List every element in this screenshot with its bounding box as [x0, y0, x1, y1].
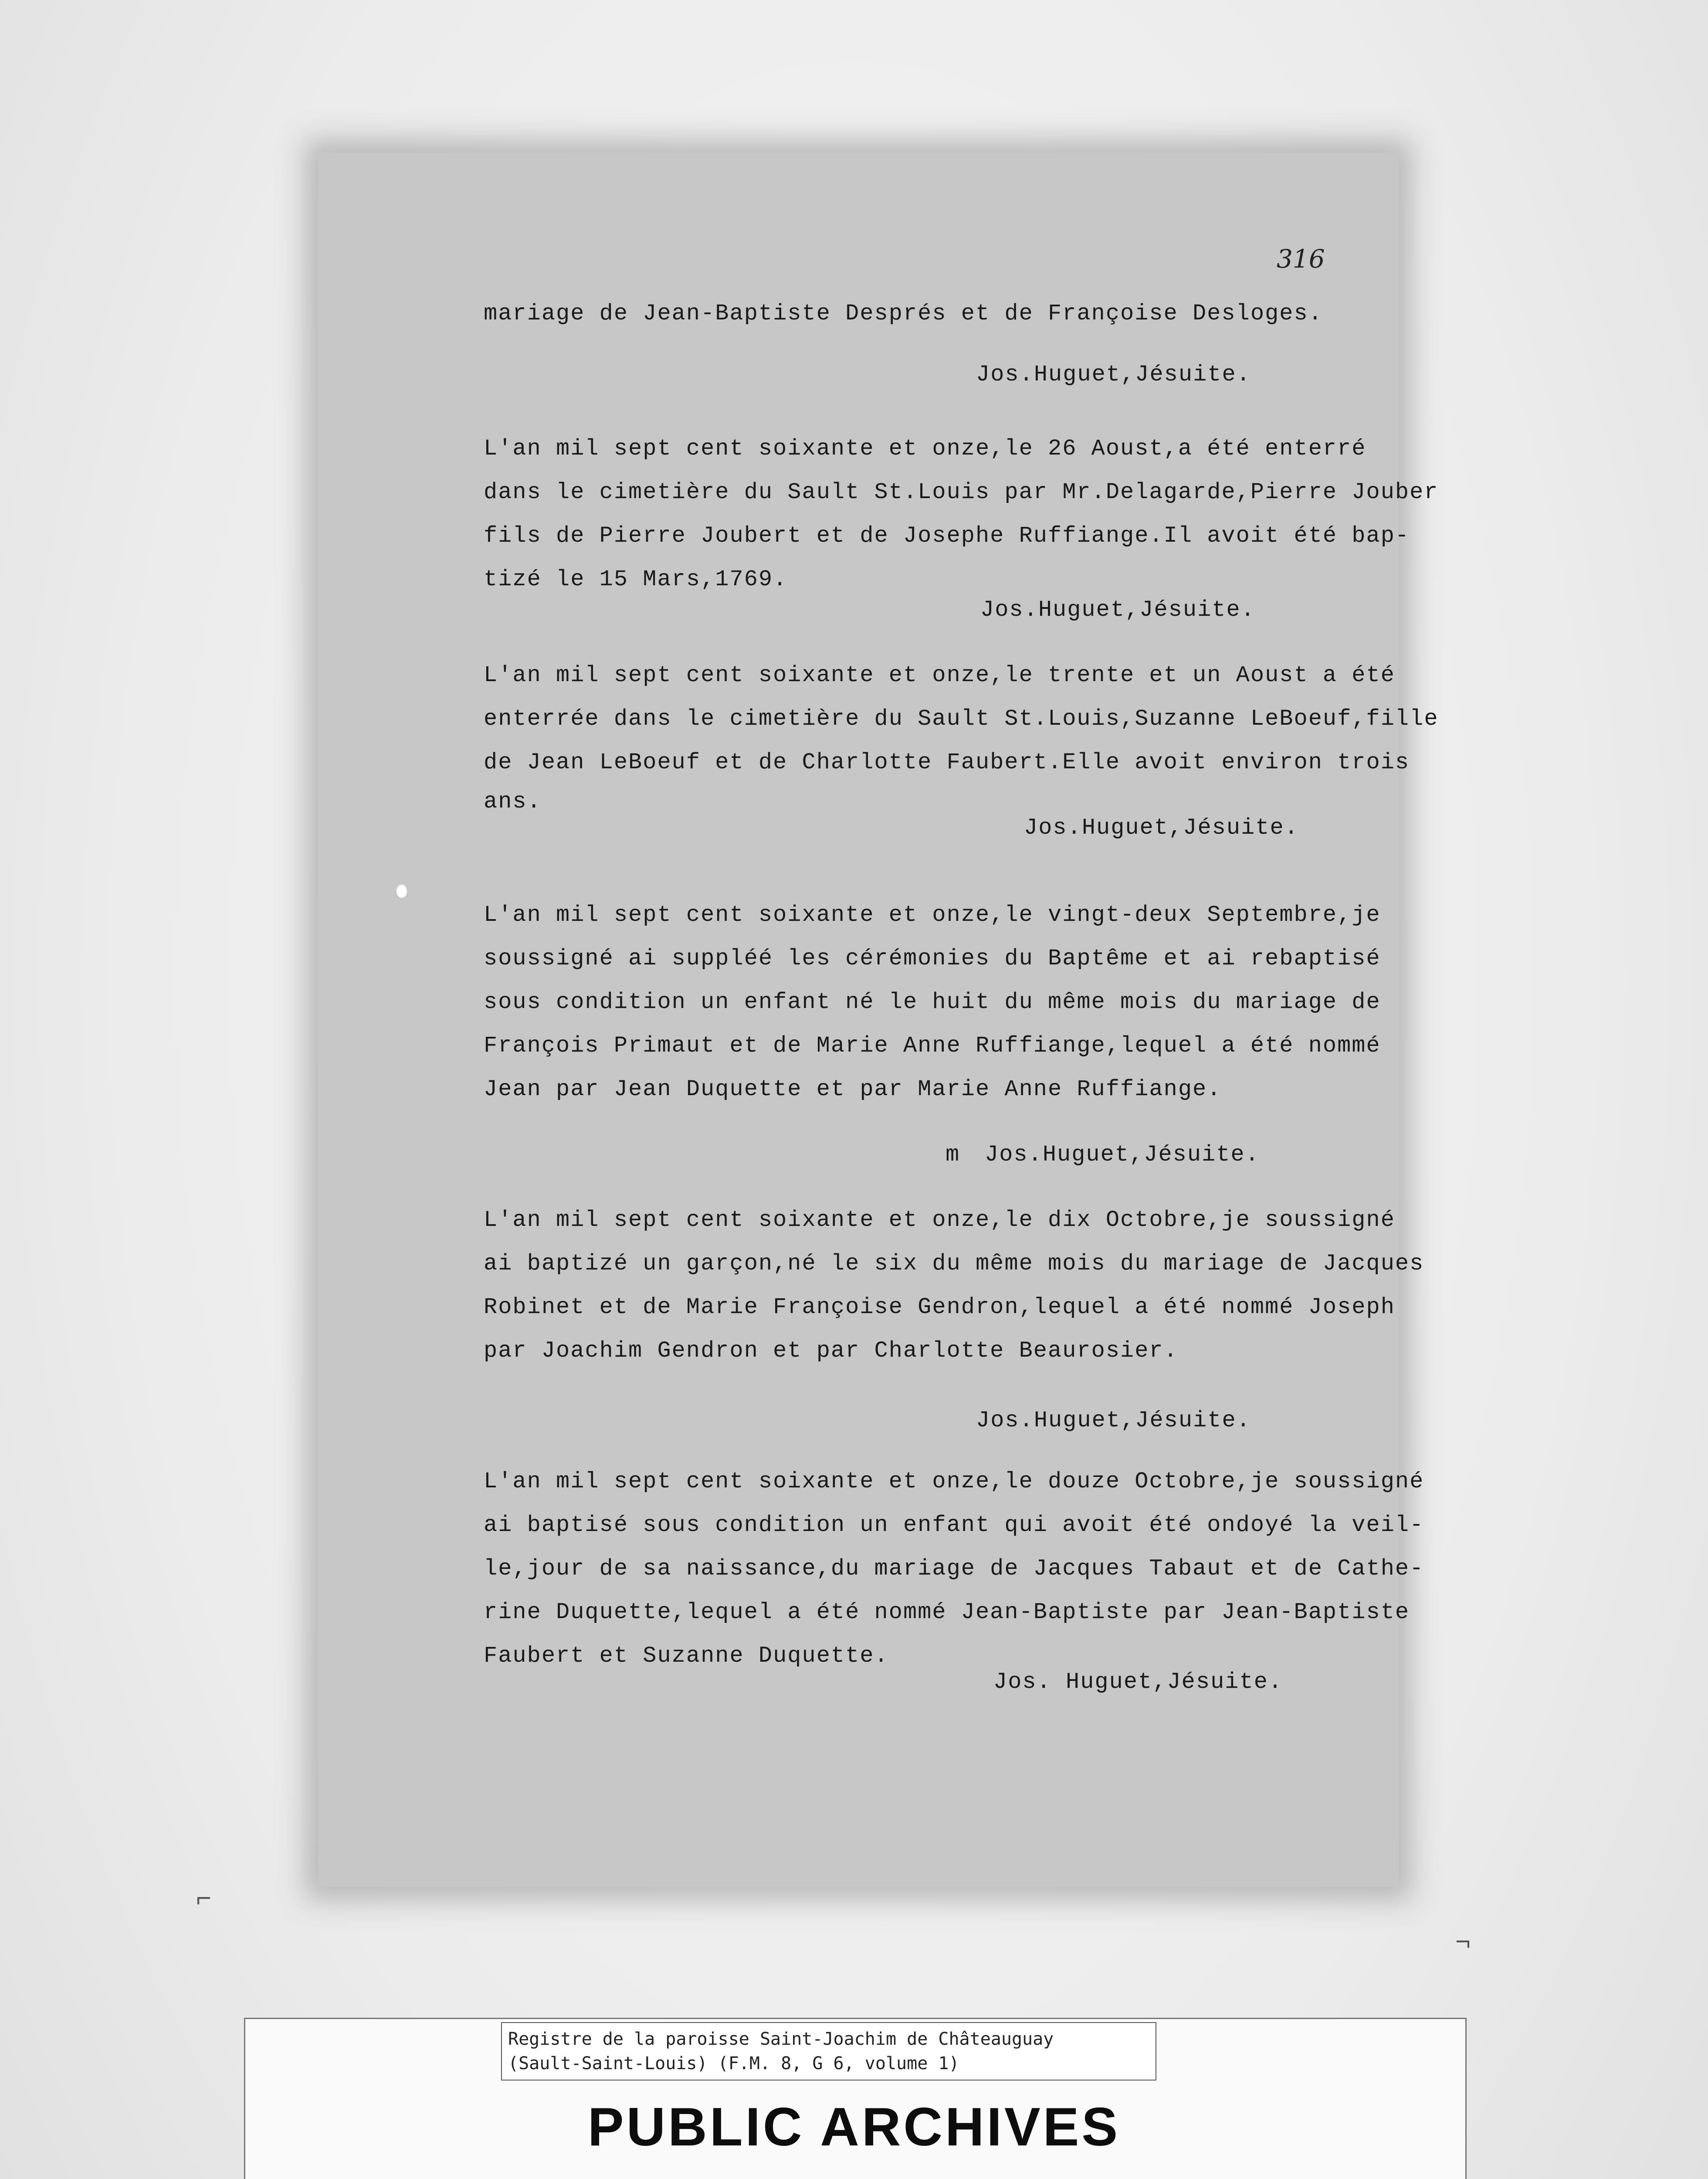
text-line: L'an mil sept cent soixante et onze,le vingt-deux Septembre,je [484, 902, 1381, 928]
text-line: soussigné ai suppléé les cérémonies du Baptême et ai rebaptisé [484, 946, 1381, 971]
text-line: L'an mil sept cent soixante et onze,le douze Octobre,je soussigné [484, 1469, 1424, 1494]
text-line: enterrée dans le cimetière du Sault St.Louis,Suzanne LeBoeuf,fille [484, 706, 1439, 732]
film-spot [396, 885, 407, 898]
signature: Jos.Huguet,Jésuite. [976, 1408, 1251, 1433]
signature: Jos.Huguet,Jésuite. [980, 597, 1255, 623]
text-line: de Jean LeBoeuf et de Charlotte Faubert.Elle avoit environ trois [484, 750, 1410, 775]
signature: Jos.Huguet,Jésuite. [985, 1142, 1260, 1168]
text-line: ai baptisé sous condition un enfant qui avoit été ondoyé la veil- [484, 1512, 1424, 1538]
corner-mark: ⌐ [196, 1883, 212, 1912]
signature: Jos.Huguet,Jésuite. [976, 362, 1251, 387]
text-line: mariage de Jean-Baptiste Després et de Françoise Desloges. [484, 301, 1323, 326]
register-page [318, 153, 1439, 1887]
text-line: François Primaut et de Marie Anne Ruffiange,lequel a été nommé [484, 1033, 1381, 1059]
signature: Jos. Huguet,Jésuite. [993, 1669, 1283, 1695]
text-line: L'an mil sept cent soixante et onze,le 26 Aoust,a été enterré [484, 436, 1366, 462]
archive-stamp-english: PUBLIC ARCHIVES [587, 2097, 1121, 2157]
text-line: L'an mil sept cent soixante et onze,le dix Octobre,je soussigné [484, 1207, 1395, 1233]
text-line: Faubert et Suzanne Duquette. [484, 1643, 889, 1669]
label-line: (Sault-Saint-Louis) (F.M. 8, G 6, volume 1) [508, 2053, 959, 2074]
corner-mark: ¬ [1455, 1927, 1471, 1956]
text-line: rine Duquette,lequel a été nommé Jean-Baptiste par Jean-Baptiste [484, 1599, 1410, 1625]
margin-mark: m [946, 1142, 959, 1168]
text-line: fils de Pierre Joubert et de Josephe Ruffiange.Il avoit été bap- [484, 523, 1410, 549]
archive-label [501, 2022, 1156, 2081]
signature: Jos.Huguet,Jésuite. [1024, 815, 1299, 841]
text-line: ans. [484, 789, 542, 815]
text-line: L'an mil sept cent soixante et onze,le trente et un Aoust a été [484, 662, 1395, 688]
text-line: le,jour de sa naissance,du mariage de Jacques Tabaut et de Cathe- [484, 1556, 1424, 1582]
text-line: sous condition un enfant né le huit du même mois du mariage de [484, 989, 1381, 1015]
page-number: 316 [1277, 244, 1325, 274]
text-line: dans le cimetière du Sault St.Louis par Mr.Delagarde,Pierre Jouber [484, 479, 1439, 505]
text-line: tizé le 15 Mars,1769. [484, 567, 788, 592]
text-line: Jean par Jean Duquette et par Marie Anne Ruffiange. [484, 1076, 1222, 1102]
text-line: Robinet et de Marie Françoise Gendron,lequel a été nommé Joseph [484, 1294, 1395, 1320]
text-line: ai baptizé un garçon,né le six du même mois du mariage de Jacques [484, 1251, 1424, 1276]
text-line: par Joachim Gendron et par Charlotte Beaurosier. [484, 1338, 1178, 1364]
label-line: Registre de la paroisse Saint-Joachim de Châteauguay [508, 2029, 1054, 2049]
